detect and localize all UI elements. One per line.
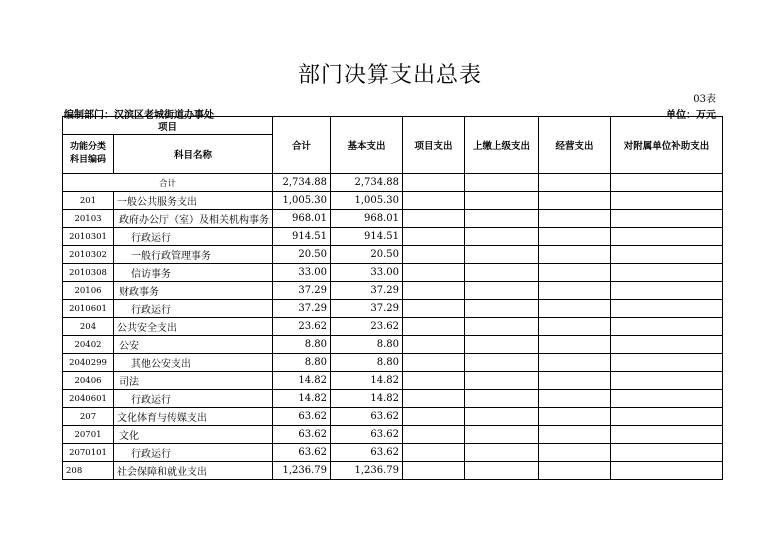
subsidy-expenditure-cell xyxy=(611,408,723,426)
unit-label: 单位：万元 xyxy=(666,110,716,121)
upper-expenditure-cell xyxy=(465,462,539,480)
basic-cell: 14.82 xyxy=(331,372,403,390)
subsidy-expenditure-cell xyxy=(611,426,723,444)
name-cell: 社会保障和就业支出 xyxy=(114,462,273,480)
name-cell: 一般行政管理事务 xyxy=(114,246,273,264)
page-title: 部门决算支出总表 xyxy=(297,63,482,88)
basic-cell: 63.62 xyxy=(331,408,403,426)
name-cell: 公安 xyxy=(114,336,273,354)
project-expenditure-cell xyxy=(403,444,465,462)
project-expenditure-cell xyxy=(403,318,465,336)
organization-label: 编制部门：汉滨区老城街道办事处 xyxy=(64,110,214,121)
total-cell: 2,734.88 xyxy=(273,174,331,192)
subsidy-expenditure-cell xyxy=(611,318,723,336)
basic-cell: 37.29 xyxy=(331,282,403,300)
business-expenditure-cell xyxy=(539,246,611,264)
basic-cell: 63.62 xyxy=(331,426,403,444)
code-cell: 2010308 xyxy=(63,264,114,282)
upper-expenditure-cell xyxy=(465,336,539,354)
total-cell: 914.51 xyxy=(273,228,331,246)
basic-cell: 2,734.88 xyxy=(331,174,403,192)
business-expenditure-cell xyxy=(539,282,611,300)
code-cell: 2010301 xyxy=(63,228,114,246)
total-cell: 14.82 xyxy=(273,372,331,390)
code-cell: 20406 xyxy=(63,372,114,390)
name-cell: 行政运行 xyxy=(114,228,273,246)
subsidy-expenditure-cell xyxy=(611,264,723,282)
business-expenditure-cell xyxy=(539,426,611,444)
subsidy-expenditure-cell xyxy=(611,228,723,246)
upper-expenditure-cell xyxy=(465,210,539,228)
upper-expenditure-cell xyxy=(465,300,539,318)
header-project: 项目 xyxy=(63,117,273,135)
header-business-expenditure: 经营支出 xyxy=(539,117,611,174)
form-number: 03表 xyxy=(693,94,716,105)
project-expenditure-cell xyxy=(403,264,465,282)
basic-cell: 1,236.79 xyxy=(331,462,403,480)
header-total: 合计 xyxy=(273,117,331,174)
code-cell: 2070101 xyxy=(63,444,114,462)
subsidy-expenditure-cell xyxy=(611,390,723,408)
subsidy-expenditure-cell xyxy=(611,210,723,228)
project-expenditure-cell xyxy=(403,192,465,210)
name-cell: 司法 xyxy=(114,372,273,390)
project-expenditure-cell xyxy=(403,228,465,246)
business-expenditure-cell xyxy=(539,390,611,408)
table-row xyxy=(63,444,723,462)
table-row xyxy=(63,354,723,372)
subsidy-expenditure-cell xyxy=(611,246,723,264)
code-cell: 2040601 xyxy=(63,390,114,408)
upper-expenditure-cell xyxy=(465,192,539,210)
project-expenditure-cell xyxy=(403,336,465,354)
code-cell: 20106 xyxy=(63,282,114,300)
total-cell: 8.80 xyxy=(273,336,331,354)
subsidy-expenditure-cell xyxy=(611,372,723,390)
business-expenditure-cell xyxy=(539,210,611,228)
project-expenditure-cell xyxy=(403,390,465,408)
code-cell: 20402 xyxy=(63,336,114,354)
code-cell: 207 xyxy=(63,408,114,426)
code-cell: 208 xyxy=(63,462,114,480)
code-cell: 201 xyxy=(63,192,114,210)
upper-expenditure-cell xyxy=(465,228,539,246)
total-cell: 63.62 xyxy=(273,408,331,426)
business-expenditure-cell xyxy=(539,372,611,390)
basic-cell: 23.62 xyxy=(331,318,403,336)
upper-expenditure-cell xyxy=(465,408,539,426)
header-subsidy-expenditure: 对附属单位补助支出 xyxy=(611,117,723,174)
subsidy-expenditure-cell xyxy=(611,300,723,318)
basic-cell: 20.50 xyxy=(331,246,403,264)
project-expenditure-cell xyxy=(403,372,465,390)
total-cell: 14.82 xyxy=(273,390,331,408)
name-cell: 其他公安支出 xyxy=(114,354,273,372)
business-expenditure-cell xyxy=(539,264,611,282)
code-cell: 20701 xyxy=(63,426,114,444)
project-expenditure-cell xyxy=(403,246,465,264)
name-cell: 文化 xyxy=(114,426,273,444)
code-cell: 2010302 xyxy=(63,246,114,264)
table-row xyxy=(63,462,723,480)
total-cell: 33.00 xyxy=(273,264,331,282)
subsidy-expenditure-cell xyxy=(611,462,723,480)
table-row xyxy=(63,192,723,210)
table-row xyxy=(63,408,723,426)
subsidy-expenditure-cell xyxy=(611,174,723,192)
table-row xyxy=(63,210,723,228)
project-expenditure-cell xyxy=(403,426,465,444)
header-project-expenditure: 项目支出 xyxy=(403,117,465,174)
business-expenditure-cell xyxy=(539,228,611,246)
header-name: 科目名称 xyxy=(114,135,273,174)
total-cell: 23.62 xyxy=(273,318,331,336)
total-cell: 63.62 xyxy=(273,444,331,462)
project-expenditure-cell xyxy=(403,354,465,372)
table-row xyxy=(63,246,723,264)
name-cell: 文化体育与传媒支出 xyxy=(114,408,273,426)
basic-cell: 14.82 xyxy=(331,390,403,408)
project-expenditure-cell xyxy=(403,282,465,300)
basic-cell: 63.62 xyxy=(331,444,403,462)
basic-cell: 37.29 xyxy=(331,300,403,318)
upper-expenditure-cell xyxy=(465,246,539,264)
code-cell: 20103 xyxy=(63,210,114,228)
project-expenditure-cell xyxy=(403,210,465,228)
total-cell: 37.29 xyxy=(273,300,331,318)
name-cell: 财政事务 xyxy=(114,282,273,300)
name-cell: 行政运行 xyxy=(114,444,273,462)
project-expenditure-cell xyxy=(403,300,465,318)
header-basic: 基本支出 xyxy=(331,117,403,174)
name-cell: 公共安全支出 xyxy=(114,318,273,336)
total-cell: 63.62 xyxy=(273,426,331,444)
header-upper-expenditure: 上缴上级支出 xyxy=(465,117,539,174)
total-label: 合计 xyxy=(63,174,273,192)
basic-cell: 968.01 xyxy=(331,210,403,228)
name-cell: 一般公共服务支出 xyxy=(114,192,273,210)
name-cell: 信访事务 xyxy=(114,264,273,282)
subsidy-expenditure-cell xyxy=(611,282,723,300)
code-cell: 204 xyxy=(63,318,114,336)
upper-expenditure-cell xyxy=(465,318,539,336)
total-cell: 20.50 xyxy=(273,246,331,264)
upper-expenditure-cell xyxy=(465,372,539,390)
total-row xyxy=(63,174,723,192)
basic-cell: 33.00 xyxy=(331,264,403,282)
table-row xyxy=(63,318,723,336)
upper-expenditure-cell xyxy=(465,354,539,372)
name-cell: 行政运行 xyxy=(114,300,273,318)
business-expenditure-cell xyxy=(539,444,611,462)
total-cell: 968.01 xyxy=(273,210,331,228)
basic-cell: 914.51 xyxy=(331,228,403,246)
business-expenditure-cell xyxy=(539,408,611,426)
business-expenditure-cell xyxy=(539,336,611,354)
subsidy-expenditure-cell xyxy=(611,336,723,354)
upper-expenditure-cell xyxy=(465,174,539,192)
upper-expenditure-cell xyxy=(465,390,539,408)
total-cell: 8.80 xyxy=(273,354,331,372)
business-expenditure-cell xyxy=(539,462,611,480)
project-expenditure-cell xyxy=(403,462,465,480)
total-cell: 37.29 xyxy=(273,282,331,300)
basic-cell: 1,005.30 xyxy=(331,192,403,210)
upper-expenditure-cell xyxy=(465,264,539,282)
upper-expenditure-cell xyxy=(465,444,539,462)
table-row xyxy=(63,264,723,282)
business-expenditure-cell xyxy=(539,174,611,192)
code-cell: 2040299 xyxy=(63,354,114,372)
name-cell: 政府办公厅（室）及相关机构事务 xyxy=(114,210,273,228)
subsidy-expenditure-cell xyxy=(611,192,723,210)
table-row xyxy=(63,336,723,354)
table-row xyxy=(63,372,723,390)
table-row xyxy=(63,282,723,300)
expenditure-table xyxy=(62,116,723,480)
upper-expenditure-cell xyxy=(465,426,539,444)
business-expenditure-cell xyxy=(539,300,611,318)
business-expenditure-cell xyxy=(539,318,611,336)
table-row xyxy=(63,300,723,318)
header-code: 功能分类科目编码 xyxy=(63,135,114,174)
total-cell: 1,236.79 xyxy=(273,462,331,480)
table-row xyxy=(63,228,723,246)
basic-cell: 8.80 xyxy=(331,336,403,354)
subsidy-expenditure-cell xyxy=(611,354,723,372)
project-expenditure-cell xyxy=(403,408,465,426)
upper-expenditure-cell xyxy=(465,282,539,300)
business-expenditure-cell xyxy=(539,192,611,210)
project-expenditure-cell xyxy=(403,174,465,192)
code-cell: 2010601 xyxy=(63,300,114,318)
total-cell: 1,005.30 xyxy=(273,192,331,210)
subsidy-expenditure-cell xyxy=(611,444,723,462)
table-row xyxy=(63,426,723,444)
name-cell: 行政运行 xyxy=(114,390,273,408)
business-expenditure-cell xyxy=(539,354,611,372)
basic-cell: 8.80 xyxy=(331,354,403,372)
table-row xyxy=(63,390,723,408)
